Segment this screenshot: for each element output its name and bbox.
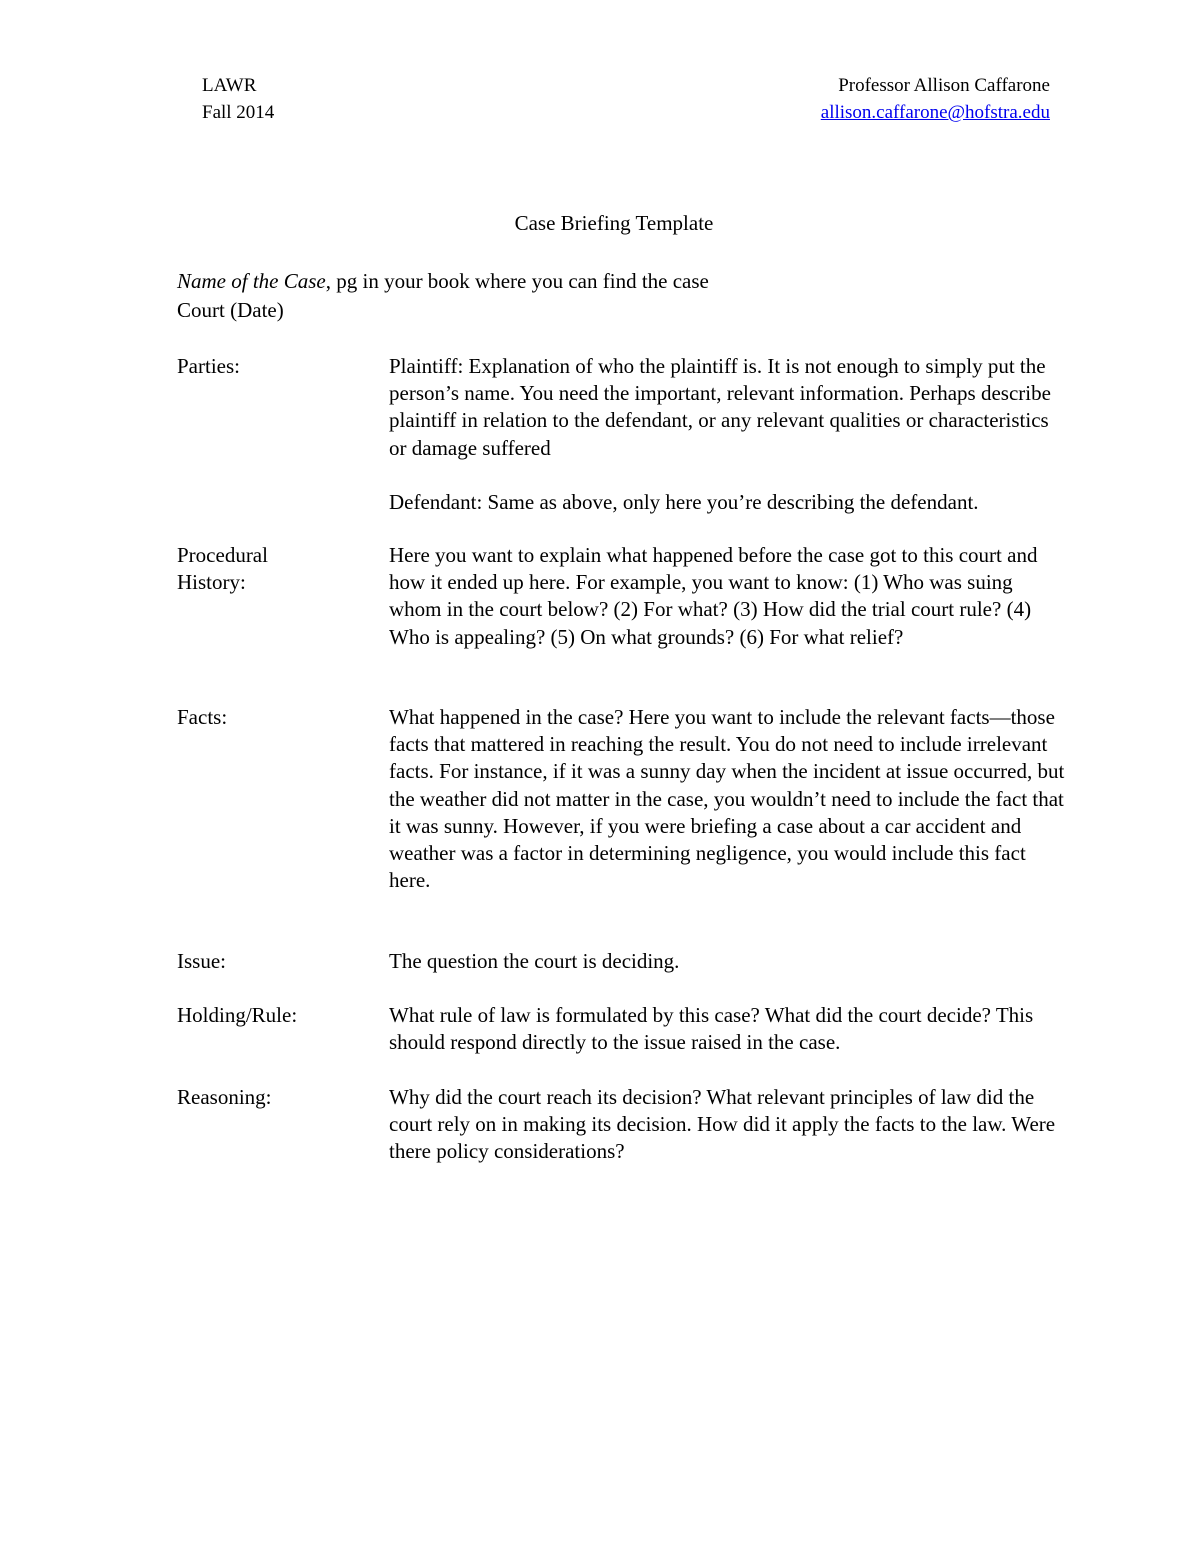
procedural-history-text: Here you want to explain what happened before the case got to this court and how it ended up here. For example, you want to know: (1) Who was suing whom in the court below? (2) For what? (3) How did the trial court rule? (4) Who is appealing? (5) On what grounds? (6) For what relief? (389, 543, 1038, 649)
case-info (177, 267, 709, 325)
course-name: LAWR (202, 75, 257, 96)
procedural-history-label (177, 542, 367, 596)
defendant-text: Defendant: Same as above, only here you’re describing the defendant. (389, 489, 979, 514)
procedural-history-label-line2: History: (177, 570, 246, 595)
parties-label: Parties: (177, 354, 240, 378)
issue-label: Issue: (177, 949, 226, 973)
term: Fall 2014 (202, 102, 275, 123)
case-page-note: , pg in your book where you can find the case (325, 269, 709, 293)
holding-label: Holding/Rule: (177, 1003, 298, 1027)
email-link[interactable]: allison.caffarone@hofstra.edu (820, 102, 1050, 123)
section-parties (177, 353, 1067, 516)
header-left (202, 72, 274, 126)
document-title: Case Briefing Template (514, 211, 714, 235)
case-name-line (177, 267, 709, 296)
procedural-history-body (389, 542, 1069, 651)
professor-name: Professor Allison Caffarone (838, 75, 1050, 96)
section-procedural-history (177, 542, 1067, 651)
section-issue (177, 948, 1067, 975)
issue-text: The question the court is deciding. (389, 949, 680, 973)
procedural-history-label-line1: Procedural (177, 543, 268, 567)
reasoning-body (389, 1084, 1069, 1166)
section-holding (177, 1002, 1067, 1056)
issue-body (389, 948, 1069, 975)
holding-body (389, 1002, 1069, 1056)
section-reasoning (177, 1084, 1067, 1166)
holding-text: What rule of law is formulated by this case? What did the court decide? This should respond directly to the issue raised in the case. (389, 1003, 1034, 1055)
plaintiff-text: Plaintiff: Explanation of who the plaintiff is. It is not enough to simply put the person’s name. You need the important, relevant information. Perhaps describe plaintiff in relation to the defendant, or any relevant qualities or characteristics or damage suffered (389, 354, 1051, 460)
reasoning-label: Reasoning: (177, 1085, 272, 1109)
facts-text: What happened in the case? Here you want to include the relevant facts—those facts that mattered in reaching the result. You do not need to include irrelevant facts. For instance, if it was a sunny day when the incident at issue occurred, but the weather did not matter in the case, you wouldn’t need to include the fact that it was sunny. However, if you were briefing a case about a car accident and weather was a factor in determining negligence, you would include this fact here. (389, 705, 1065, 893)
reasoning-text: Why did the court reach its decision? What relevant principles of law did the court rely on in making its decision. How did it apply the facts to the law. Were there policy considerations? (389, 1085, 1056, 1164)
parties-body (389, 353, 1069, 516)
case-name: Name of the Case (177, 269, 326, 293)
court-date: Court (Date) (177, 298, 284, 322)
facts-label: Facts: (177, 705, 228, 729)
facts-body (389, 704, 1069, 894)
header-right (821, 72, 1050, 126)
section-facts (177, 704, 1067, 894)
